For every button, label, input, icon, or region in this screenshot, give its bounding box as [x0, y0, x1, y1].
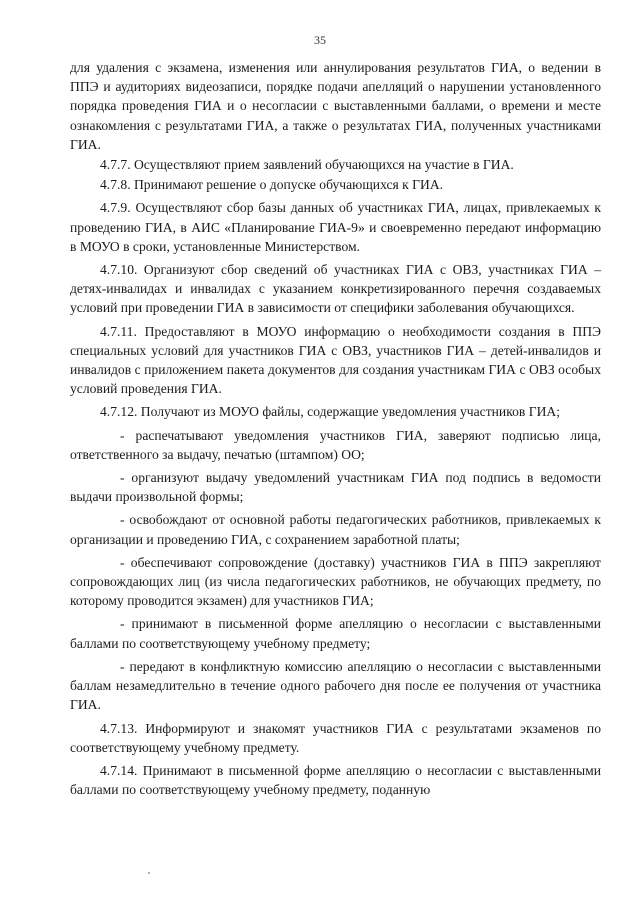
- paragraph-continuation: для удаления с экзамена, изменения или аннулирования результатов ГИА, о ведении в ППЭ и аудиториях видеозаписи, порядке подачи апелляций о нарушении установленного порядка проведения ГИА и о несогласии с выставленными баллами, о времени и месте ознакомления с результатами ГИА, а также о результатах ГИА, полученных участниками ГИА.: [70, 60, 601, 152]
- document-body: [70, 58, 601, 799]
- paragraph-4-7-13: 4.7.13. Информируют и знакомят участников ГИА с результатами экзаменов по соответствующему учебному предмету.: [70, 720, 601, 755]
- list-item-forward-appeal: - передают в конфликтную комиссию апелляцию о несогласии с выставленными баллам незамедлительно в течение одного рабочего дня после ее получения от участника ГИА.: [70, 658, 601, 713]
- paragraph-4-7-8: 4.7.8. Принимают решение о допуске обучающихся к ГИА.: [100, 177, 444, 193]
- list-item-issue-notifications: - организуют выдачу уведомлений участникам ГИА под подпись в ведомости выдачи произвольной формы;: [70, 470, 601, 505]
- list-item-accept-appeal: - принимают в письменной форме апелляцию о несогласии с выставленными баллами по соответствующему учебному предмету;: [70, 616, 601, 651]
- paragraph-4-7-10: 4.7.10. Организуют сбор сведений об участниках ГИА с ОВЗ, участниках ГИА – детях-инвалидах и инвалидах с указанием конкретизированного перечня создаваемых условий при проведении ГИА в зависимости от специфики заболевания обучающихся.: [70, 262, 601, 316]
- list-item-escort-participants: - обеспечивают сопровождение (доставку) участников ГИА в ППЭ закрепляют сопровождающих лиц (из числа педагогических работников, не обучающих предмету, по которому проводится экзамен) для участников ГИА;: [70, 554, 601, 609]
- paragraph-4-7-7: 4.7.7. Осуществляют прием заявлений обучающихся на участие в ГИА.: [100, 157, 514, 173]
- paragraph-4-7-12: 4.7.12. Получают из МОУО файлы, содержащие уведомления участников ГИА;: [100, 404, 560, 420]
- paragraph-4-7-11: 4.7.11. Предоставляют в МОУО информацию о необходимости создания в ППЭ специальных условий для участников ГИА с ОВЗ, участников ГИА – детей-инвалидов и инвалидов с приложением пакета документов для создания участникам ГИА с ОВЗ особых условий проведения ГИА.: [70, 323, 601, 397]
- list-item-release-teachers: - освобождают от основной работы педагогических работников, привлекаемых к организации и проведению ГИА, с сохранением заработной платы;: [70, 512, 601, 547]
- scan-artifact: [148, 872, 150, 874]
- paragraph-4-7-14: 4.7.14. Принимают в письменной форме апелляцию о несогласии с выставленными баллами по соответствующему учебному предмету, поданную: [70, 762, 601, 798]
- list-item-print-notifications: - распечатывают уведомления участников ГИА, заверяют подписью лица, ответственного за выдачу, печатью (штампом) ОО;: [70, 427, 601, 462]
- paragraph-4-7-9: 4.7.9. Осуществляют сбор базы данных об участниках ГИА, лицах, привлекаемых к проведению ГИА, в АИС «Планирование ГИА-9» и своевременно передают информацию в МОУО в сроки, установленные Министерством.: [70, 200, 601, 254]
- page-number: 35: [314, 33, 326, 47]
